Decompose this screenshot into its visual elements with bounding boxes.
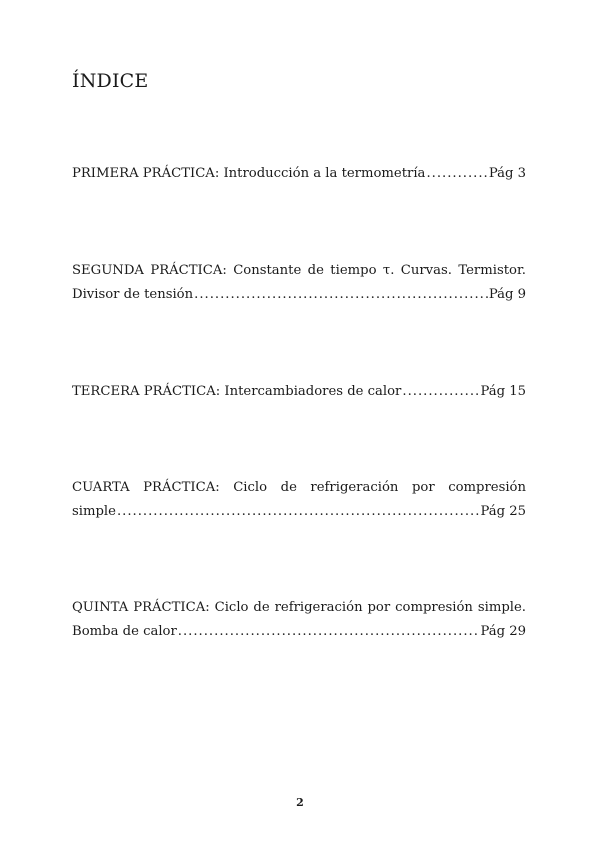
toc-entry-line [72, 283, 526, 307]
toc-entry-label: CUARTA PRÁCTICA: Ciclo de refrigeración por compresión [72, 480, 526, 495]
toc-entry-page: Pág 29 [480, 624, 526, 639]
toc-entry-label-continued: simple [72, 504, 116, 519]
toc-entry-line [72, 620, 526, 644]
toc-entry-label-continued: Divisor de tensión [72, 287, 194, 302]
toc-entry-label: QUINTA PRÁCTICA: Ciclo de refrigeración por compresión simple. [72, 600, 526, 615]
toc-entry-page: Pág 9 [488, 287, 526, 302]
toc-leader-dots [117, 500, 479, 524]
index-title: ÍNDICE [72, 70, 149, 92]
toc-leader-dots [426, 162, 487, 186]
toc-entry-4 [72, 476, 526, 524]
toc-entry-label: TERCERA PRÁCTICA: Intercambiadores de calor [72, 384, 402, 399]
toc-entry-2 [72, 259, 526, 307]
toc-entry-page: Pág 3 [488, 166, 526, 181]
toc-entry-page: Pág 15 [480, 384, 526, 399]
toc-entry-page: Pág 25 [480, 504, 526, 519]
toc-entry-label: PRIMERA PRÁCTICA: Introducción a la termometría [72, 166, 426, 181]
toc-entry-line [72, 596, 526, 620]
toc-entry-line [72, 500, 526, 524]
toc-entry-line [72, 162, 526, 186]
toc-entry-1 [72, 162, 526, 186]
toc-leader-dots [402, 380, 479, 404]
toc-entry-label-continued: Bomba de calor [72, 624, 177, 639]
toc-entry-label: SEGUNDA PRÁCTICA: Constante de tiempo τ. Curvas. Termistor. [72, 263, 526, 278]
toc-entry-3 [72, 380, 526, 404]
toc-entry-line [72, 380, 526, 404]
toc-entry-line [72, 476, 526, 500]
page-number: 2 [296, 796, 304, 809]
toc-leader-dots [194, 283, 488, 307]
toc-leader-dots [178, 620, 480, 644]
toc-entry-line [72, 259, 526, 283]
toc-entry-5 [72, 596, 526, 644]
